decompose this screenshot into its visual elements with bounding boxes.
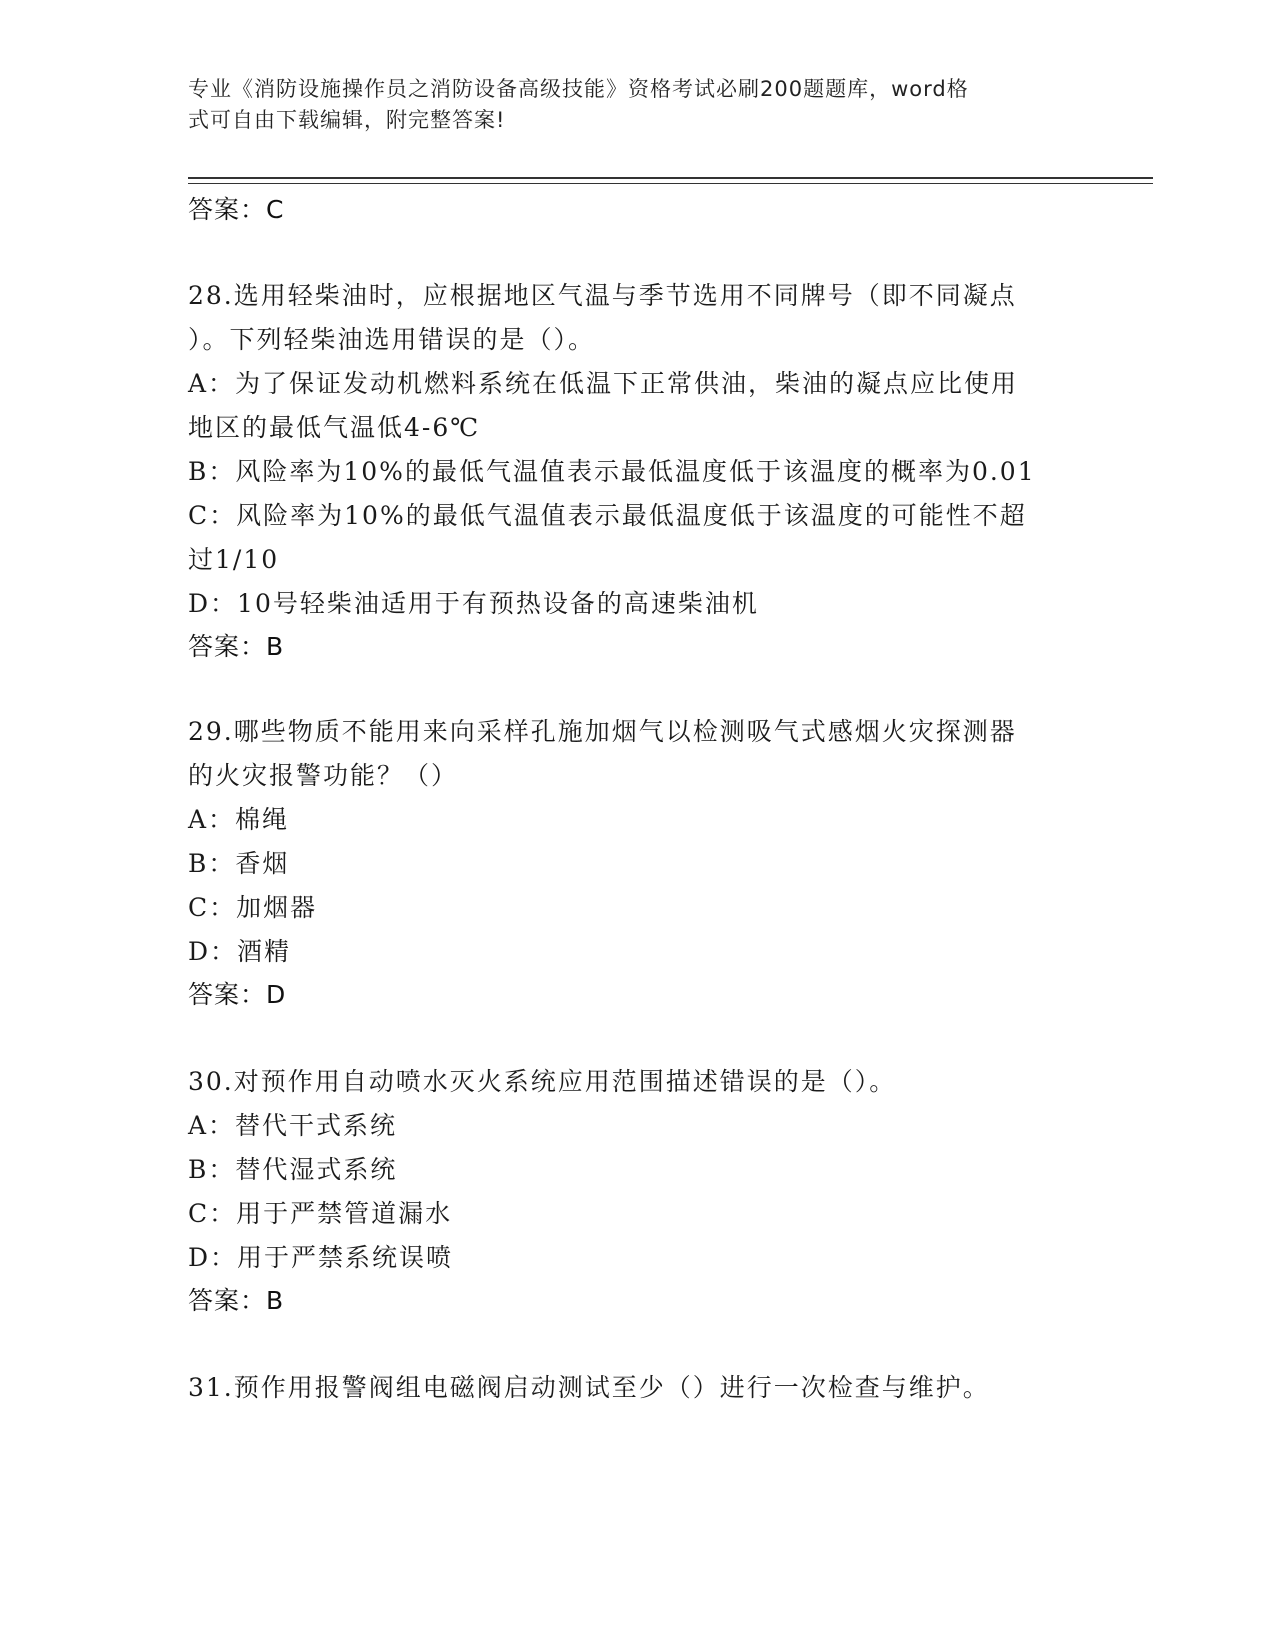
header-line-1: 专业《消防设施操作员之消防设备高级技能》资格考试必刷200题题库，word格	[188, 77, 969, 101]
answer-q27: 答案：C	[188, 195, 285, 224]
option-b: B：香烟	[188, 849, 290, 878]
question-stem: 30.对预作用自动喷水灭火系统应用范围描述错误的是（）。	[188, 1067, 897, 1096]
header-rule-thick	[188, 177, 1153, 179]
option-a: A：棉绳	[188, 805, 290, 834]
option-a-continued: 地区的最低气温低4-6℃	[188, 413, 481, 442]
answer: 答案：B	[188, 632, 285, 661]
option-d: D：用于严禁系统误喷	[188, 1243, 454, 1272]
option-c: C：风险率为10%的最低气温值表示最低温度低于该温度的可能性不超	[188, 501, 1027, 530]
header-rule-thin	[188, 183, 1153, 184]
option-c-continued: 过1/10	[188, 545, 280, 574]
option-c: C：用于严禁管道漏水	[188, 1199, 453, 1228]
document-header	[188, 74, 1068, 136]
option-a: A：为了保证发动机燃料系统在低温下正常供油，柴油的凝点应比使用	[188, 369, 1019, 398]
question-stem: 29.哪些物质不能用来向采样孔施加烟气以检测吸气式感烟火灾探测器	[188, 717, 1017, 746]
question-stem-continued: 的火灾报警功能？（）	[188, 761, 459, 790]
question-stem: 31.预作用报警阀组电磁阀启动测试至少（）进行一次检查与维护。	[188, 1373, 990, 1402]
header-line-2: 式可自由下载编辑，附完整答案!	[188, 108, 506, 132]
question-stem-continued: ）。下列轻柴油选用错误的是（）。	[188, 325, 596, 354]
answer: 答案：B	[188, 1286, 285, 1315]
option-d: D：酒精	[188, 937, 292, 966]
question-stem: 28.选用轻柴油时，应根据地区气温与季节选用不同牌号（即不同凝点	[188, 281, 1017, 310]
answer: 答案：D	[188, 980, 287, 1009]
option-b: B：替代湿式系统	[188, 1155, 398, 1184]
option-c: C：加烟器	[188, 893, 318, 922]
option-b: B：风险率为10%的最低气温值表示最低温度低于该温度的概率为0.01	[188, 457, 1036, 486]
option-d: D：10号轻柴油适用于有预热设备的高速柴油机	[188, 589, 759, 618]
option-a: A：替代干式系统	[188, 1111, 398, 1140]
